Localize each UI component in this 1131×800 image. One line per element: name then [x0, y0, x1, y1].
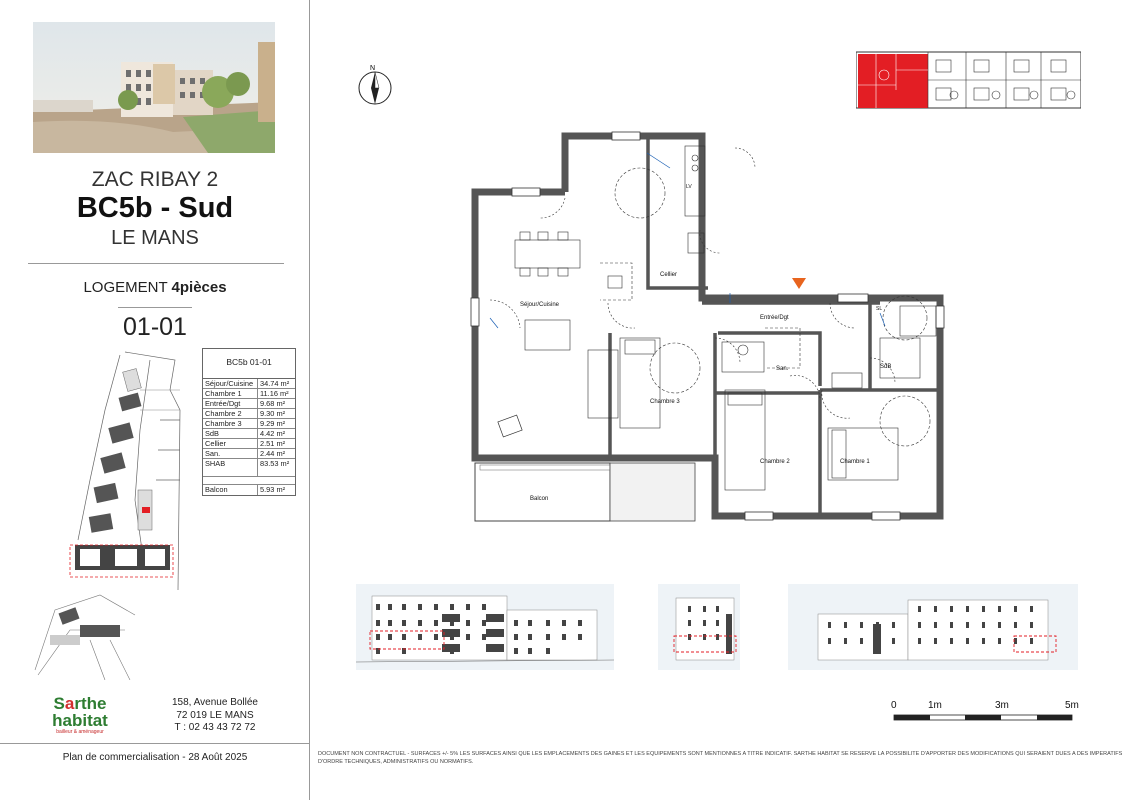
surface-room-value: 9.68 m² [260, 399, 286, 408]
sarthe-habitat-logo: Sarthe habitat bailleur & aménageur [52, 694, 108, 735]
building-name: BC5b - Sud [76, 192, 234, 224]
building-render-image [33, 22, 275, 153]
svg-text:Cellier: Cellier [660, 272, 678, 278]
city-name: LE MANS [111, 227, 199, 249]
surface-room-value: 11.16 m² [260, 389, 289, 398]
svg-text:Chambre 1: Chambre 1 [840, 459, 870, 465]
surface-room-name: SdB [203, 429, 258, 438]
address-block [160, 697, 270, 735]
svg-text:Chambre 3: Chambre 3 [650, 399, 680, 405]
surface-room-value: 9.29 m² [260, 419, 286, 428]
svg-text:San.: San. [776, 366, 789, 372]
surface-row [203, 429, 295, 439]
facade-north [356, 584, 614, 670]
surface-row [203, 449, 295, 459]
plan-date: Plan de commercialisation - 28 Août 2025 [62, 752, 248, 763]
divider [0, 743, 310, 744]
plan-panel [310, 0, 1131, 800]
surface-room-value: 2.44 m² [260, 449, 286, 458]
site-location-plan [30, 350, 190, 590]
svg-text:N: N [370, 65, 376, 72]
project-zone: ZAC RIBAY 2 [91, 168, 219, 191]
surface-row [203, 399, 295, 409]
surface-row [203, 389, 295, 399]
logement-type [0, 279, 310, 296]
building-key-plan [856, 50, 1081, 110]
svg-text:Balcon: Balcon [530, 496, 549, 502]
logement-rooms: 4pièces [171, 279, 227, 296]
svg-text:Séjour/Cuisine: Séjour/Cuisine [520, 302, 560, 308]
site-location-detail [30, 590, 140, 680]
svg-text:Entrée/Dgt: Entrée/Dgt [760, 315, 789, 321]
unit-number: 01-01 [123, 313, 187, 341]
surface-room-value: 9.30 m² [260, 409, 286, 418]
svg-text:SL: SL [876, 306, 883, 312]
scale-bar: 0 1m 3m 5m [890, 700, 1080, 724]
surface-room-name: Entrée/Dgt [203, 399, 258, 408]
north-compass-icon [358, 62, 394, 106]
surface-room-value: 2.51 m² [260, 439, 286, 448]
address-city: 72 019 LE MANS [176, 709, 254, 721]
address-phone: T : 02 43 43 72 72 [174, 722, 256, 733]
surface-row [203, 439, 295, 449]
surface-room-name: Séjour/Cuisine [203, 379, 258, 388]
surface-row [203, 419, 295, 429]
surface-table-title: BC5b 01-01 [203, 349, 295, 379]
surface-room-value: 34.74 m² [260, 379, 290, 388]
surface-room-value: 4.42 m² [260, 429, 286, 438]
surface-gap [203, 477, 295, 485]
svg-text:Chambre 2: Chambre 2 [760, 459, 790, 465]
facade-south [788, 584, 1078, 670]
facade-east [658, 584, 740, 670]
logement-label: LOGEMENT [83, 279, 168, 296]
surface-room-name: San. [203, 449, 258, 458]
address-street: 158, Avenue Bollée [171, 697, 258, 708]
surface-row [203, 379, 295, 389]
surface-table [202, 348, 296, 496]
divider [118, 307, 192, 308]
surface-room-name: Chambre 3 [203, 419, 258, 428]
surface-room-name: Chambre 2 [203, 409, 258, 418]
surface-row [203, 409, 295, 419]
floor-plan [460, 128, 945, 528]
surface-row-shab: SHAB 83.53 m² [203, 459, 295, 477]
disclaimer: DOCUMENT NON CONTRACTUEL - SURFACES +/- 5% LES SURFACES AINSI QUE LES EMPLACEMENTS DES GAINES ET LES EQUIPEMENTS SONT MENTIONNES A TITRE INDICATIF. SARTHE HABITAT SE RESERVE LA POSSIBILITE D'APPORTER DES MODIFICATIONS QUI SERAIENT DUES A DES IMPERATIFS D'ORDRE TECHNIQUES, ADMINISTRATIFS OU NORMATIFS. [318, 751, 1123, 765]
surface-room-name: Cellier [203, 439, 258, 448]
surface-row-balcon: Balcon 5.93 m² [205, 485, 286, 494]
divider [28, 263, 284, 264]
entry-marker-icon [792, 278, 806, 289]
svg-text:LV: LV [686, 184, 692, 190]
surface-room-name: Chambre 1 [203, 389, 258, 398]
svg-text:SdB: SdB [880, 364, 892, 370]
